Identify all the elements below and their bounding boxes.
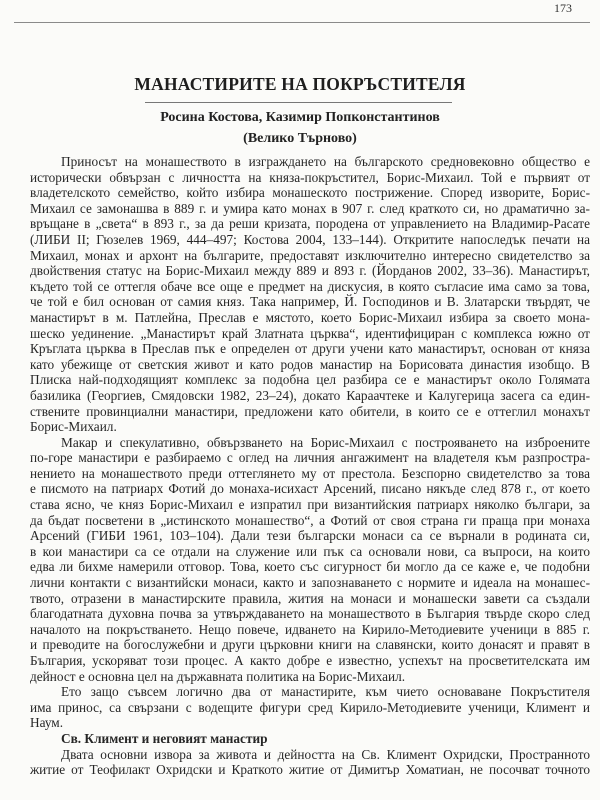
text-line: едва ли бихме намерили отговор. Това, което със сигурност би могло да се каже е, че подобни [30,559,590,575]
paragraph [30,684,590,731]
text-line: има принос, са свързани с водещите фигури сред Кирило-Методиевите ученици, Климент и [30,699,590,715]
article-title: МАНАСТИРИТЕ НА ПОКРЪСТИТЕЛЯ [134,74,466,94]
header-rule [14,22,590,23]
authors: Росина Костова, Казимир Попконстантинов [160,110,440,125]
text-line: исторически обвързан с личността на княза-покръстител, Борис-Михаил. Той е първият от [30,169,590,185]
text-line: България, ускоряват този процес. А както добре е известно, успехът на просветителската им [30,653,590,668]
text-line: става ясно, че княз Борис-Михаил е изпратил при византийския патриарх няколко българи, за [30,497,590,513]
text-line: Плиска най-подходящият комплекс за подобна цел разбира се е манастирът около Голямата [30,372,590,388]
text-line: в кои манастири са се отдали на служение или пък са основали нови, са въпроси, на които [30,543,590,559]
text-line: където той се оттегля обаче все още е предмет на дискусия, в която съгласие има само за това, [30,278,590,294]
text-line: Кръглата църква в Преслав пък е определен от други учени като манастирът, основан от княза [30,341,590,357]
text-line: манастирът в м. Патлейна, Преслав е мястото, което Борис-Михаил избира за своето мона- [30,309,590,325]
text-line: и преводите на богослужебни и други църковни книги на славянски, които донасят и правят в [30,637,590,653]
text-line: Макар и спекулативно, обвързването на Борис-Михаил с построяването на изброените [61,434,590,450]
text-line: началото на покръстването. Нещо повече, идването на Кирило-Методиевите ученици в 885 г. [30,621,590,637]
text-line: по-горе манастири е разбираемо с оглед на личния ангажимент на владетеля към разпростра- [30,450,590,466]
text-line: житие от Теофилакт Охридски и Краткото житие от Димитър Хоматиан, не посочват точното [30,762,590,778]
text-line: като убежище от светския живот и като родов манастир на Борисовата династия изобщо. В [30,356,590,372]
text-line: базилика (Георгиев, Смядовски 1982, 23–24), докато Караачтеке и Калугерица засега са един- [30,387,590,403]
title-rule [145,102,452,103]
paragraph [30,435,590,685]
text-line: Михаил се замонашва в 889 г. и умира като монах в 907 г. след краткото си, но драматично за- [30,200,590,216]
text-line: Св. Климент и неговият манастир [61,730,268,746]
text-line: Приносът на монашеството в изграждането на българското средновековно общество е [61,154,590,169]
text-line: Двата основни извора за живота и дейността на Св. Климент Охридски, Пространното [61,746,590,762]
byline [0,107,600,149]
author-location: (Велико Търново) [243,131,357,146]
paragraph [30,747,590,778]
text-line: Наум. [30,715,64,731]
article-body [30,154,590,778]
section-heading [30,731,590,747]
text-line: дейност е основна цел на държавната политика на Борис-Михаил. [30,668,406,684]
text-line: шеско уединение. „Манастирът край Златната църква“, идентифициран с комплекса южно от [30,325,590,341]
text-line: нението на монашеството преди оттеглянето му от престола. Безспорно свидетелство за това [30,465,590,481]
text-line: (ЛИБИ II; Гюзелев 1969, 444–497; Костова 2004, 133–144). Откритите напоследък печати на [30,231,590,247]
text-line: двойствения статус на Борис-Михаил между 889 и 893 г. (Йорданов 2002, 33–36). Манастирът, [30,263,590,279]
text-line: връщане в „света“ в 893 г., за да реши кризата, породена от управлението на Владимир-Расате [30,216,590,232]
text-line: владетелското семейство, който избира монашеското пострижение. Според изворите, Борис- [30,185,590,201]
text-line: Ето защо съвсем логично два от манастирите, към чието основаване Покръстителя [61,684,590,700]
paragraph [30,154,590,435]
text-line: ствените провинциални манастири, предложени като обители, в които се е оттеглил монахът [30,403,590,419]
text-line: е писмото на патриарх Фотий до монаха-исихаст Арсений, писано някъде след 878 г., от което [30,481,590,497]
text-line: Борис-Михаил. [30,419,117,435]
text-line: Арсений (ГИБИ 1961, 103–104). Дали тези български монаси са се върнали в родината си, [30,528,590,544]
text-line: да бъдат посветени в „истинското монашество“, а Фотий от своя страна ги праща при монаха [30,512,590,528]
page-number: 173 [554,1,572,15]
text-line: Михаил, монах и архонт на българите, предоставят изключително интересно свидетелство за [30,247,590,263]
text-line: лични контакти с византийски монаси, както и запознаването с нормите и идеала на монашес- [30,575,590,591]
text-line: твото, отразени в манастирските правила, жития на монаси и монашески завети са създали [30,590,590,606]
text-line: че той е бил основан от самия княз. Така например, Й. Господинов и В. Златарски твърдят, че [30,294,590,310]
text-line: благодатната духовна почва за утвърждаването на монашеството в България твърде скоро след [30,606,590,622]
